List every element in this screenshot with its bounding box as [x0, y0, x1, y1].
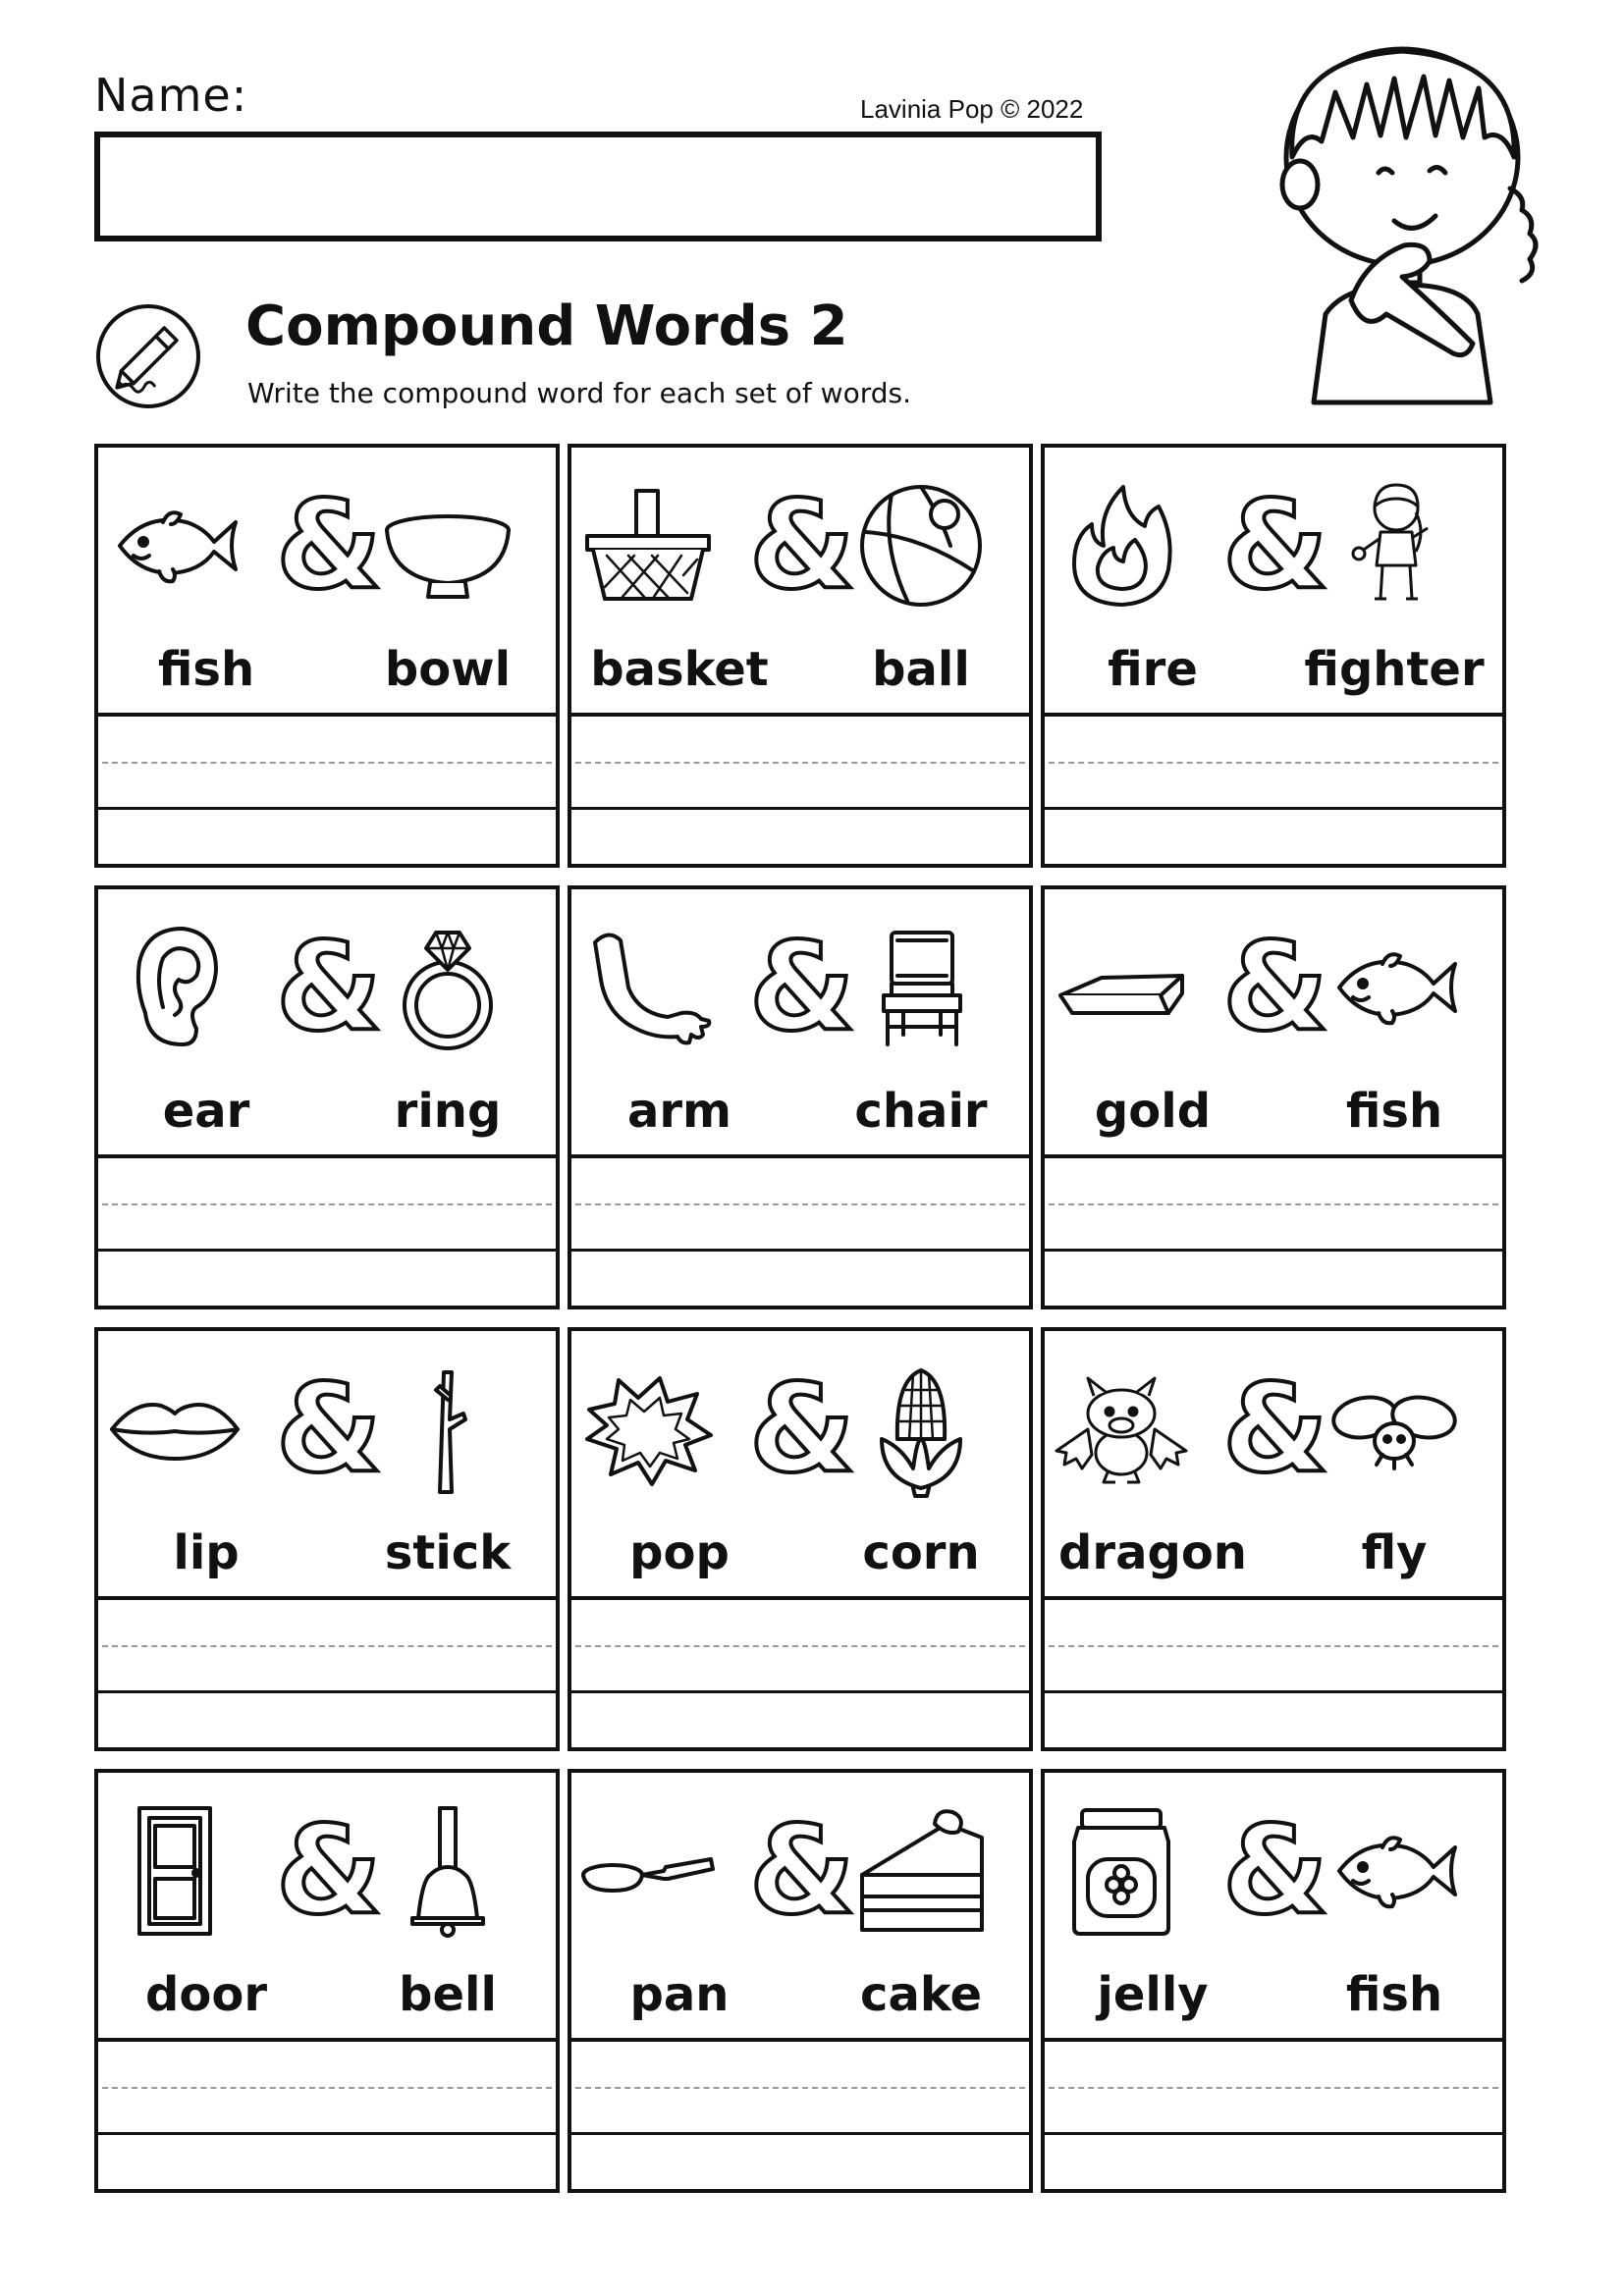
left-word: dragon: [1058, 1525, 1247, 1580]
left-word: door: [145, 1967, 267, 2022]
arm-icon: [579, 919, 717, 1056]
name-label: Name:: [94, 69, 248, 122]
compound-word-card: [568, 444, 1033, 868]
compound-word-card: [1041, 885, 1506, 1309]
left-word: basket: [590, 642, 769, 697]
fish-icon: [1326, 919, 1463, 1056]
answer-writing-lines[interactable]: [98, 713, 556, 864]
right-word: stick: [384, 1525, 512, 1580]
baseline: [1045, 1690, 1502, 1693]
baseline: [571, 2132, 1029, 2135]
right-word: fly: [1361, 1525, 1428, 1580]
compound-word-card: [1041, 1327, 1506, 1751]
ampersand-icon: &: [275, 1800, 383, 1942]
compound-word-card: [94, 1327, 560, 1751]
jelly-jar-icon: [1053, 1802, 1190, 1940]
ring-icon: [379, 919, 516, 1056]
dashed-midline: [1049, 1645, 1498, 1647]
dashed-midline: [102, 2087, 552, 2089]
corn-icon: [852, 1361, 990, 1498]
cake-icon: [852, 1802, 990, 1940]
baseline: [98, 1249, 556, 1252]
right-word: bowl: [384, 642, 512, 697]
worksheet-title: Compound Words 2: [245, 294, 848, 358]
right-word: fish: [1345, 1084, 1443, 1139]
baseline: [98, 1690, 556, 1693]
copyright-credit: Lavinia Pop © 2022: [860, 94, 1084, 124]
dashed-midline: [575, 1203, 1025, 1205]
pencil-icon: [94, 302, 202, 410]
left-word: fire: [1108, 642, 1198, 697]
compound-word-card: [94, 1769, 560, 2193]
ampersand-icon: &: [275, 1359, 383, 1500]
right-word: corn: [862, 1525, 980, 1580]
answer-writing-lines[interactable]: [1045, 2038, 1502, 2189]
stick-icon: [379, 1361, 516, 1498]
right-word: fish: [1345, 1967, 1443, 2022]
ball-icon: [852, 477, 990, 614]
right-word: ball: [872, 642, 970, 697]
answer-writing-lines[interactable]: [1045, 1154, 1502, 1306]
compound-word-card: [1041, 1769, 1506, 2193]
fish-icon: [106, 477, 244, 614]
left-word: lip: [173, 1525, 240, 1580]
ampersand-icon: &: [275, 475, 383, 616]
baseline: [571, 807, 1029, 810]
left-word: jelly: [1097, 1967, 1209, 2022]
left-word: pan: [629, 1967, 730, 2022]
thinking-girl-icon: [1257, 20, 1551, 452]
answer-writing-lines[interactable]: [98, 1596, 556, 1747]
right-word: fighter: [1304, 642, 1485, 697]
baseline: [1045, 2132, 1502, 2135]
right-word: chair: [854, 1084, 988, 1139]
compound-word-card: [568, 1327, 1033, 1751]
baseline: [571, 1249, 1029, 1252]
compound-word-card: [94, 885, 560, 1309]
name-input-box[interactable]: [94, 132, 1102, 241]
fish-icon: [1326, 1802, 1463, 1940]
compound-word-card: [1041, 444, 1506, 868]
chair-icon: [852, 919, 990, 1056]
dashed-midline: [102, 762, 552, 764]
ampersand-icon: &: [275, 917, 383, 1058]
baseline: [98, 807, 556, 810]
fly-icon: [1326, 1361, 1463, 1498]
pop-burst-icon: [579, 1361, 717, 1498]
lips-icon: [106, 1361, 244, 1498]
worksheet-instructions: Write the compound word for each set of words.: [247, 377, 911, 409]
answer-writing-lines[interactable]: [571, 713, 1029, 864]
baseline: [1045, 1249, 1502, 1252]
dashed-midline: [1049, 762, 1498, 764]
gold-bar-icon: [1053, 919, 1190, 1056]
dragon-icon: [1053, 1361, 1190, 1498]
dashed-midline: [575, 2087, 1025, 2089]
ampersand-icon: &: [1221, 917, 1329, 1058]
pan-icon: [579, 1802, 717, 1940]
ampersand-icon: &: [748, 1359, 856, 1500]
fighter-girl-icon: [1326, 477, 1463, 614]
compound-word-card: [568, 885, 1033, 1309]
right-word: cake: [859, 1967, 983, 2022]
answer-writing-lines[interactable]: [1045, 713, 1502, 864]
left-word: gold: [1094, 1084, 1212, 1139]
ampersand-icon: &: [1221, 1800, 1329, 1942]
answer-writing-lines[interactable]: [1045, 1596, 1502, 1747]
left-word: pop: [629, 1525, 730, 1580]
right-word: ring: [394, 1084, 502, 1139]
dashed-midline: [102, 1203, 552, 1205]
ear-icon: [106, 919, 244, 1056]
ampersand-icon: &: [748, 475, 856, 616]
dashed-midline: [575, 762, 1025, 764]
left-word: ear: [162, 1084, 250, 1139]
fire-icon: [1053, 477, 1190, 614]
baseline: [1045, 807, 1502, 810]
answer-writing-lines[interactable]: [571, 2038, 1029, 2189]
answer-writing-lines[interactable]: [571, 1154, 1029, 1306]
left-word: fish: [157, 642, 255, 697]
ampersand-icon: &: [748, 1800, 856, 1942]
dashed-midline: [1049, 2087, 1498, 2089]
compound-word-card: [568, 1769, 1033, 2193]
bowl-icon: [379, 477, 516, 614]
answer-writing-lines[interactable]: [571, 1596, 1029, 1747]
right-word: bell: [399, 1967, 497, 2022]
basket-icon: [579, 477, 717, 614]
compound-word-card: [94, 444, 560, 868]
dashed-midline: [575, 1645, 1025, 1647]
baseline: [98, 2132, 556, 2135]
door-icon: [106, 1802, 244, 1940]
ampersand-icon: &: [1221, 475, 1329, 616]
dashed-midline: [102, 1645, 552, 1647]
answer-writing-lines[interactable]: [98, 2038, 556, 2189]
ampersand-icon: &: [748, 917, 856, 1058]
baseline: [571, 1690, 1029, 1693]
answer-writing-lines[interactable]: [98, 1154, 556, 1306]
ampersand-icon: &: [1221, 1359, 1329, 1500]
dashed-midline: [1049, 1203, 1498, 1205]
bell-icon: [379, 1802, 516, 1940]
left-word: arm: [626, 1084, 732, 1139]
